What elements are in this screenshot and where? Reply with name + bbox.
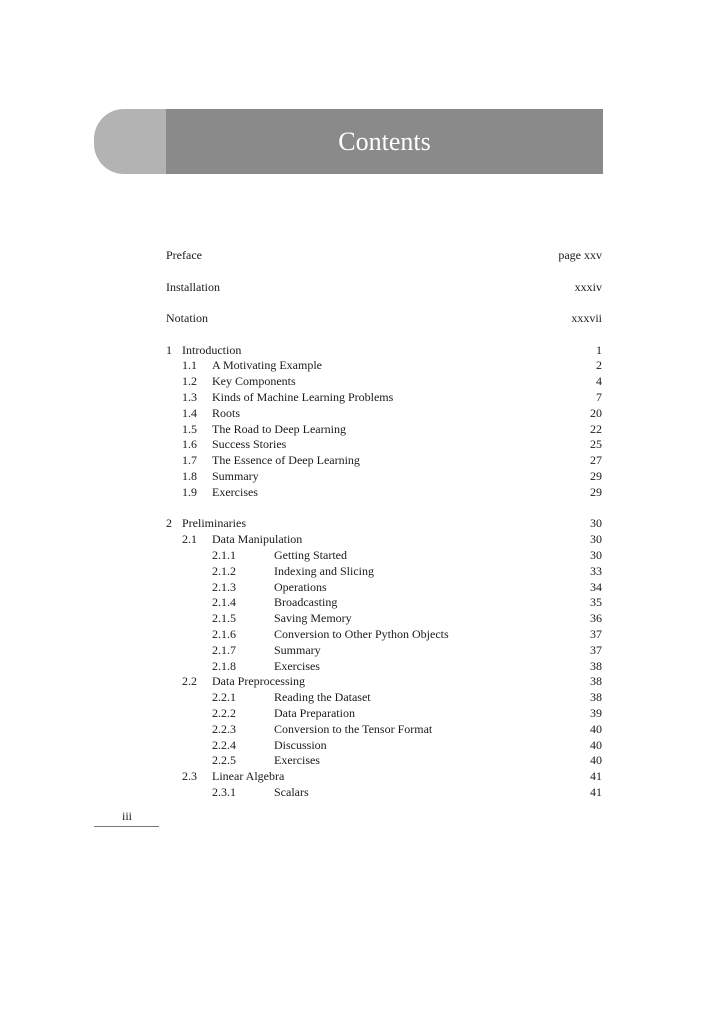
toc-entry-number: 2.1.6 [212,626,236,641]
toc-entry-number: 2.2.2 [212,705,236,720]
toc-entry-title: Conversion to Other Python Objects [274,626,449,641]
page-number-rule [94,826,159,827]
toc-entry-title: The Road to Deep Learning [212,421,346,436]
toc-entry-title: Success Stories [212,437,287,452]
toc-entry-title: Exercises [274,753,320,768]
toc-entry-number: 2.3 [182,769,197,784]
toc-entry-page: 29 [590,484,602,499]
toc-entry-title: Summary [274,642,321,657]
toc-entry-subsection[interactable] [166,563,602,579]
toc-entry-title: Reading the Dataset [274,690,371,705]
toc-entry-number: 1.2 [182,374,197,389]
toc-entry-page: 40 [590,753,602,768]
toc-entry-number: 1.6 [182,437,197,452]
toc-entry-number: 1.8 [182,468,197,483]
toc-entry-page: 37 [590,642,602,657]
toc-entry-title: Installation [166,279,220,294]
toc-entry-subsection[interactable] [166,594,602,610]
toc-entry-page: page xxv [558,248,602,262]
toc-entry-title: Key Components [212,374,296,389]
toc-entry-number: 1.4 [182,405,197,420]
toc-entry-page: 40 [590,737,602,752]
toc-entry-page: 25 [590,437,602,452]
toc-entry-number: 2.1 [182,532,197,547]
toc-entry-title: Kinds of Machine Learning Problems [212,389,394,404]
toc-entry-title: Discussion [274,737,327,752]
toc-entry-page: 30 [590,532,602,547]
toc-entry-number: 2.1.5 [212,611,236,626]
toc-entry-page: 36 [590,611,602,626]
toc-entry-title: Broadcasting [274,595,338,610]
toc-entry-title: Exercises [212,484,258,499]
toc-entry-number: 2.2.4 [212,737,236,752]
toc-entry-number: 2.2 [182,674,197,689]
toc-entry-subsection[interactable] [166,784,602,800]
toc-entry-page: 2 [596,358,602,373]
toc-entry-chapter[interactable] [166,342,602,358]
toc-entry-page: 22 [590,421,602,436]
toc-entry-subsection[interactable] [166,721,602,737]
toc-entry-title: A Motivating Example [212,358,322,373]
toc-entry-page: 1 [596,342,602,357]
toc-entry-front-matter[interactable] [166,247,602,263]
page-number: iii [122,809,133,823]
toc-entry-title: Indexing and Slicing [274,563,374,578]
toc-entry-section[interactable] [166,421,602,437]
toc-entry-page: xxxiv [574,279,602,294]
toc-entry-title: Preliminaries [182,516,246,531]
toc-entry-section[interactable] [166,768,602,784]
toc-entry-number: 2.1.7 [212,642,236,657]
toc-entry-title: Saving Memory [274,611,352,626]
toc-entry-page: 38 [590,658,602,673]
toc-entry-number: 2.1.8 [212,658,236,673]
toc-entry-section[interactable] [166,452,602,468]
toc-entry-page: 4 [596,374,602,389]
toc-entry-title: Operations [274,579,327,594]
toc-entry-title: Notation [166,311,208,325]
toc-entry-number: 1 [166,342,172,357]
toc-entry-section[interactable] [166,468,602,484]
toc-entry-page: 39 [590,705,602,720]
toc-entry-front-matter[interactable] [166,279,602,295]
toc-entry-number: 2.2.1 [212,690,236,705]
toc-entry-section[interactable] [166,436,602,452]
toc-entry-subsection[interactable] [166,752,602,768]
toc-entry-title: The Essence of Deep Learning [212,453,360,468]
toc-entry-page: 27 [590,453,602,468]
toc-entry-page: 33 [590,563,602,578]
toc-entry-number: 2.2.3 [212,721,236,736]
toc-entry-title: Scalars [274,784,309,799]
toc-entry-title: Getting Started [274,547,347,562]
toc-entry-subsection[interactable] [166,689,602,705]
toc-entry-number: 2.1.1 [212,547,236,562]
toc-entry-number: 2.1.4 [212,595,236,610]
toc-entry-title: Exercises [274,658,320,673]
toc-entry-title: Preface [166,248,202,262]
toc-entry-section[interactable] [166,531,602,547]
toc-entry-page: 40 [590,721,602,736]
toc-entry-title: Data Preparation [274,705,355,720]
toc-entry-subsection[interactable] [166,658,602,674]
toc-entry-section[interactable] [166,373,602,389]
toc-entry-title: Data Manipulation [212,532,303,547]
toc-entry-subsection[interactable] [166,579,602,595]
toc-entry-number: 1.7 [182,453,197,468]
toc-entry-page: xxxvii [571,311,602,325]
toc-entry-page: 34 [590,579,602,594]
toc-entry-page: 38 [590,674,602,689]
toc-entry-subsection[interactable] [166,626,602,642]
toc-entry-number: 1.9 [182,484,197,499]
toc-entry-page: 41 [590,769,602,784]
toc-entry-subsection[interactable] [166,642,602,658]
toc-entry-page: 37 [590,626,602,641]
toc-entry-subsection[interactable] [166,547,602,563]
toc-entry-title: Data Preprocessing [212,674,305,689]
toc-entry-number: 1.5 [182,421,197,436]
toc-entry-section[interactable] [166,673,602,689]
toc-entry-subsection[interactable] [166,737,602,753]
toc-entry-page: 38 [590,690,602,705]
toc-entry-front-matter[interactable] [166,310,602,326]
toc-entry-number: 1.3 [182,389,197,404]
toc-entry-title: Conversion to the Tensor Format [274,721,433,736]
toc-entry-page: 29 [590,468,602,483]
toc-entry-section[interactable] [166,484,602,500]
toc-entry-page: 30 [590,516,602,531]
toc-entry-section[interactable] [166,389,602,405]
toc-entry-number: 2.3.1 [212,784,236,799]
toc-entry-section[interactable] [166,357,602,373]
toc-entry-number: 2.1.2 [212,563,236,578]
toc-entry-chapter[interactable] [166,515,602,531]
toc-entry-page: 7 [596,389,602,404]
toc-entry-number: 2 [166,516,172,531]
toc-entry-number: 2.2.5 [212,753,236,768]
toc-entry-number: 2.1.3 [212,579,236,594]
page-title: Contents [338,127,431,156]
toc-entry-page: 30 [590,547,602,562]
toc-entry-title: Roots [212,405,241,420]
toc-entry-page: 41 [590,784,602,799]
toc-entry-title: Linear Algebra [212,769,285,784]
toc-entry-title: Summary [212,468,259,483]
toc-entry-page: 35 [590,595,602,610]
toc-entry-number: 1.1 [182,358,197,373]
toc-entry-subsection[interactable] [166,610,602,626]
toc-entry-title: Introduction [182,342,242,357]
toc-entry-section[interactable] [166,405,602,421]
toc-entry-subsection[interactable] [166,705,602,721]
toc-entry-page: 20 [590,405,602,420]
